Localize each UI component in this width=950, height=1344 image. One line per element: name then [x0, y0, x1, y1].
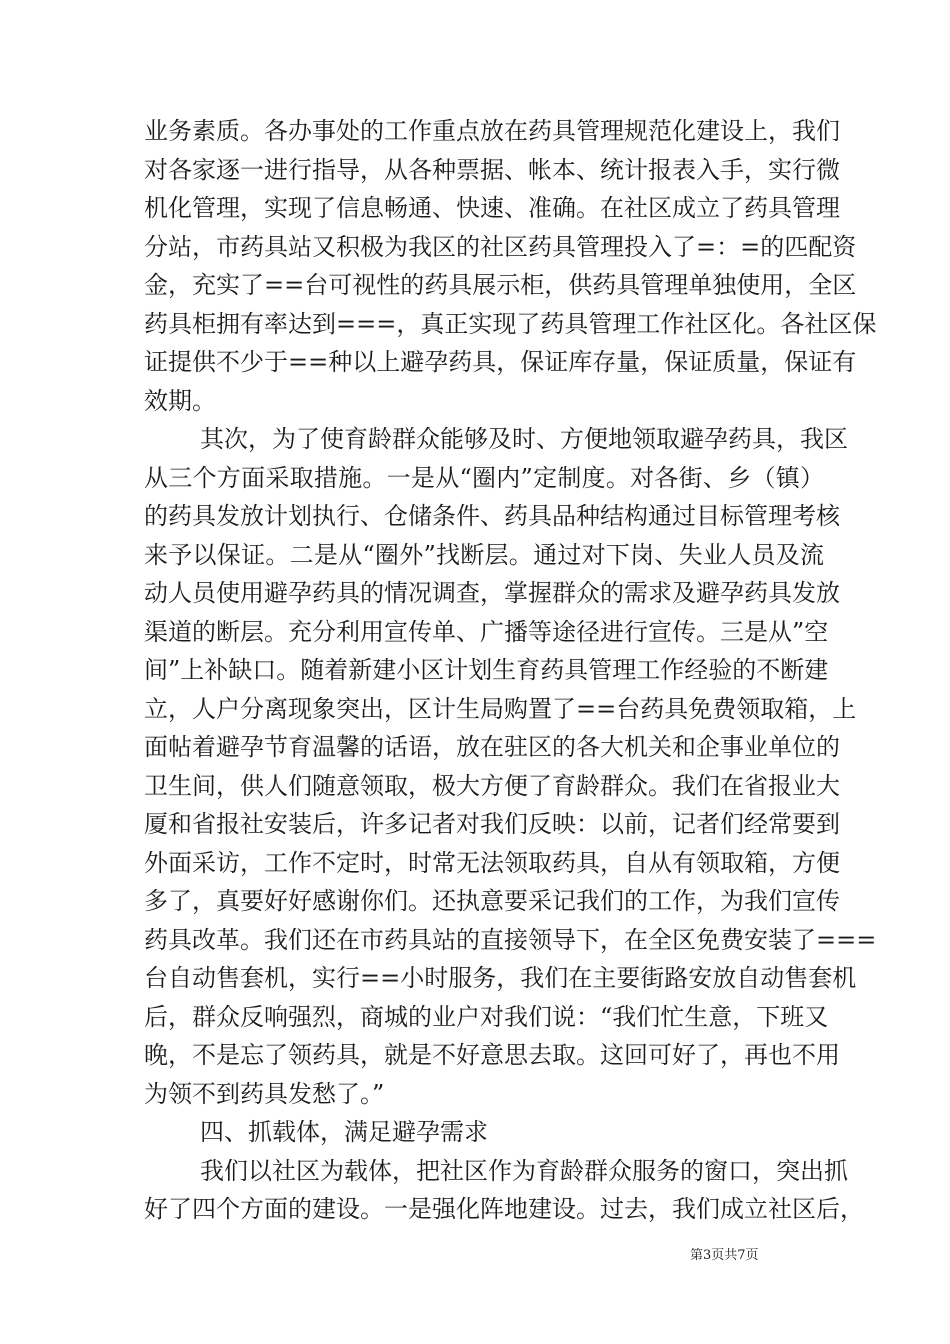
text-line: 我们以社区为载体，把社区作为育龄群众服务的窗口，突出抓	[200, 1156, 848, 1185]
text-line: 药具改革。我们还在市药具站的直接领导下，在全区免费安装了===	[144, 925, 877, 954]
text-line: 动人员使用避孕药具的情况调查，掌握群众的需求及避孕药具发放	[144, 579, 840, 607]
text-line: 金，充实了==台可视性的药具展示柜，供药具管理单独使用，全区	[144, 271, 857, 299]
text-line: 其次，为了使育龄群众能够及时、方便地领取避孕药具，我区	[200, 425, 848, 453]
page-number: 第3页共7页	[690, 1248, 759, 1263]
text-line: 业务素质。各办事处的工作重点放在药具管理规范化建设上，我们	[144, 117, 840, 145]
body-text	[144, 112, 877, 1229]
text-line: 分站，市药具站又积极为我区的社区药具管理投入了=：=的匹配资	[144, 232, 857, 261]
text-line: 厦和省报社安装后，许多记者对我们反映：以前，记者们经常要到	[144, 810, 840, 838]
text-line: 药具柜拥有率达到===，真正实现了药具管理工作社区化。各社区保	[144, 309, 877, 338]
text-line: 的药具发放计划执行、仓储条件、药具品种结构通过目标管理考核	[144, 502, 840, 530]
text-line: 证提供不少于==种以上避孕药具，保证库存量，保证质量，保证有	[144, 348, 857, 376]
text-line: 渠道的断层。充分利用宣传单、广播等途径进行宣传。三是从”空	[144, 617, 829, 646]
text-line: 后，群众反响强烈，商城的业户对我们说：“我们忙生意，下班又	[144, 1002, 829, 1031]
text-line: 对各家逐一进行指导，从各种票据、帐本、统计报表入手，实行微	[144, 155, 840, 184]
text-line: 面帖着避孕节育温馨的话语，放在驻区的各大机关和企事业单位的	[144, 733, 840, 761]
text-line: 为领不到药具发愁了。”	[144, 1079, 385, 1108]
text-line: 外面采访，工作不定时，时常无法领取药具，自从有领取箱，方便	[144, 848, 840, 877]
text-line: 间”上补缺口。随着新建小区计划生育药具管理工作经验的不断建	[144, 656, 829, 684]
section-heading: 四、抓载体，满足避孕需求	[200, 1118, 488, 1146]
text-line: 卫生间，供人们随意领取，极大方便了育龄群众。我们在省报业大	[144, 771, 840, 800]
text-line: 好了四个方面的建设。一是强化阵地建设。过去，我们成立社区后，	[144, 1195, 864, 1223]
text-line: 晚，不是忘了领药具，就是不好意思去取。这回可好了，再也不用	[144, 1041, 840, 1069]
text-line: 从三个方面采取措施。一是从“圈内”定制度。对各街、乡（镇）	[144, 463, 824, 492]
text-line: 来予以保证。二是从“圈外”找断层。通过对下岗、失业人员及流	[144, 540, 824, 569]
text-line: 台自动售套机，实行==小时服务，我们在主要街路安放自动售套机	[144, 964, 857, 992]
text-line: 效期。	[144, 386, 216, 415]
text-line: 立，人户分离现象突出，区计生局购置了==台药具免费领取箱，上	[144, 694, 857, 723]
text-line: 多了，真要好好感谢你们。还执意要采记我们的工作，为我们宣传	[144, 887, 840, 915]
text-line: 机化管理，实现了信息畅通、快速、准确。在社区成立了药具管理	[144, 194, 840, 222]
